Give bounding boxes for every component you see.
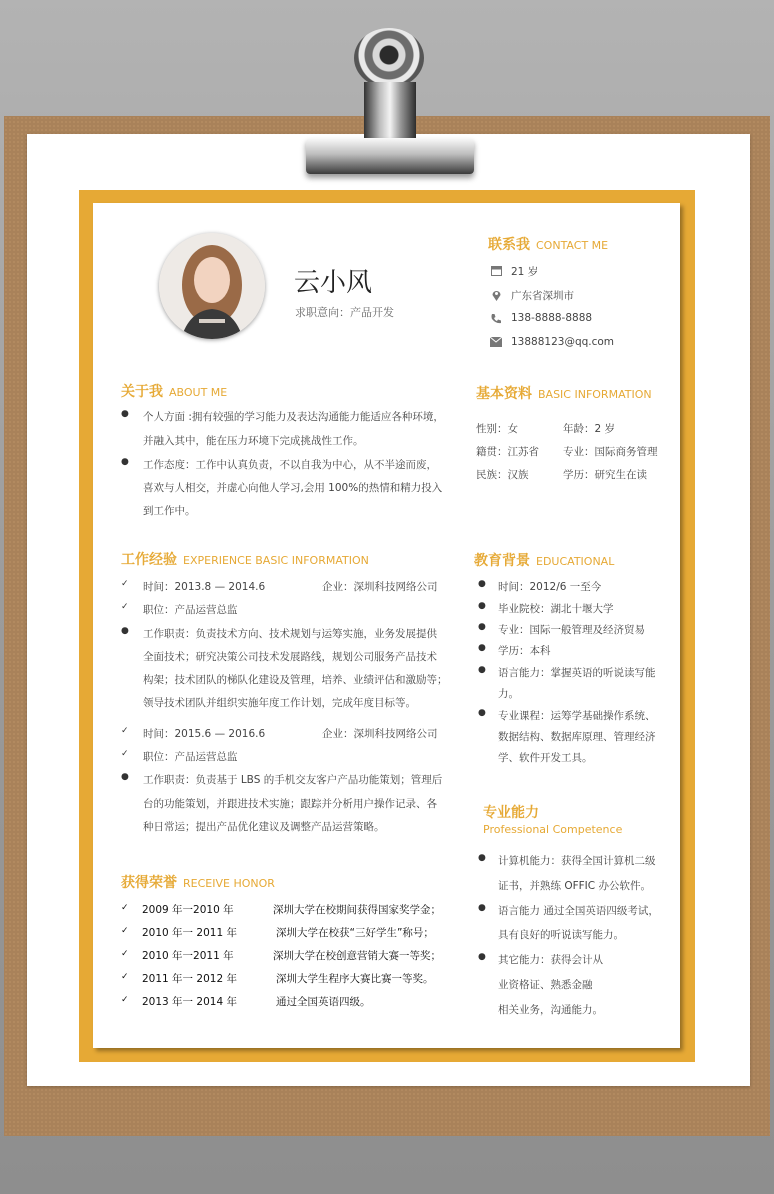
honor-desc: 通过全国英语四级。 bbox=[276, 996, 371, 1008]
experience-heading-en: EXPERIENCE BASIC INFORMATION bbox=[183, 554, 369, 567]
location-pin-icon bbox=[490, 289, 502, 301]
about-heading bbox=[121, 381, 227, 401]
education-line: 专业课程：运筹学基础操作系统、 bbox=[498, 710, 656, 722]
skills-line: 其它能力：获得会计从 bbox=[498, 954, 603, 966]
education-heading bbox=[474, 550, 614, 570]
bullet-icon: ● bbox=[478, 708, 486, 718]
honor-period: 2010 年一 2011 年 bbox=[142, 927, 237, 939]
basic-major: 专业：国际商务管理 bbox=[563, 446, 658, 458]
about-line: 工作态度：工作中认真负责，不以自我为中心，从不半途而废， bbox=[143, 459, 437, 471]
basic-degree: 学历：研究生在读 bbox=[563, 469, 647, 481]
check-icon: ✓ bbox=[121, 972, 129, 982]
skills-line: 语言能力 通过全国英语四级考试， bbox=[498, 905, 659, 917]
education-line: 数据结构、数据库原理、管理经济 bbox=[498, 731, 656, 743]
basic-heading-cn: 基本资料 bbox=[476, 386, 532, 402]
bullet-icon: ● bbox=[478, 622, 486, 632]
about-heading-cn: 关于我 bbox=[121, 384, 163, 400]
experience-line: 工作职责：负责技术方向、技术规划与运筹实施，业务发展提供 bbox=[143, 628, 437, 640]
education-line: 时间：2012/6 一至今 bbox=[498, 581, 602, 593]
contact-location: 广东省深圳市 bbox=[511, 290, 574, 302]
contact-heading-en: CONTACT ME bbox=[536, 239, 609, 252]
experience-line: 职位：产品运营总监 bbox=[143, 751, 238, 763]
about-line: 并融入其中，能在压力环境下完成挑战性工作。 bbox=[143, 435, 364, 447]
experience-company: 企业：深圳科技网络公司 bbox=[322, 581, 438, 593]
honor-period: 2011 年一 2012 年 bbox=[142, 973, 237, 985]
education-heading-en: EDUCATIONAL bbox=[536, 555, 615, 568]
check-icon: ✓ bbox=[121, 579, 129, 589]
candidate-name: 云小风 bbox=[294, 268, 373, 298]
experience-heading-cn: 工作经验 bbox=[121, 552, 177, 568]
basic-heading-en: BASIC INFORMATION bbox=[538, 388, 652, 401]
binder-clip-ring-icon bbox=[354, 28, 424, 88]
honor-desc: 深圳大学在校获“三好学生”称号； bbox=[276, 927, 434, 939]
binder-clip-stem bbox=[364, 82, 416, 144]
education-line: 力。 bbox=[498, 688, 519, 700]
check-icon: ✓ bbox=[121, 749, 129, 759]
honors-heading-en: RECEIVE HONOR bbox=[183, 877, 275, 890]
basic-ethnicity: 民族：汉族 bbox=[476, 469, 529, 481]
check-icon: ✓ bbox=[121, 602, 129, 612]
contact-heading bbox=[488, 234, 608, 254]
bullet-icon: ● bbox=[478, 665, 486, 675]
honors-heading bbox=[121, 872, 275, 892]
experience-line: 职位：产品运营总监 bbox=[143, 604, 238, 616]
experience-line: 种日常运；提出产品优化建议及调整产品运营策略。 bbox=[143, 821, 385, 833]
bullet-icon: ● bbox=[478, 601, 486, 611]
contact-email: 13888123@qq.com bbox=[511, 336, 615, 348]
bullet-icon: ● bbox=[121, 457, 129, 467]
experience-heading bbox=[121, 549, 369, 569]
skills-line: 具有良好的听说读写能力。 bbox=[498, 929, 624, 941]
experience-line: 时间：2013.8 — 2014.6 bbox=[143, 581, 266, 593]
about-heading-en: ABOUT ME bbox=[169, 386, 228, 399]
basic-gender: 性别：女 bbox=[476, 423, 518, 435]
contact-heading-cn: 联系我 bbox=[488, 237, 530, 253]
experience-company: 企业：深圳科技网络公司 bbox=[322, 728, 438, 740]
education-line: 学历：本科 bbox=[498, 645, 551, 657]
experience-line: 台的功能策划，并跟进技术实施；跟踪并分析用户操作记录、各 bbox=[143, 798, 437, 810]
experience-line: 时间：2015.6 — 2016.6 bbox=[143, 728, 266, 740]
phone-icon bbox=[490, 313, 502, 325]
skills-heading-en: Professional Competence bbox=[483, 823, 623, 836]
experience-line: 构架；技术团队的梯队化建设及管理，培养、业绩评估和激励等； bbox=[143, 674, 448, 686]
bullet-icon: ● bbox=[121, 626, 129, 636]
skills-line: 计算机能力：获得全国计算机二级 bbox=[498, 855, 656, 867]
check-icon: ✓ bbox=[121, 949, 129, 959]
check-icon: ✓ bbox=[121, 995, 129, 1005]
experience-line: 领导技术团队并组织实施年度工作计划，完成年度目标等。 bbox=[143, 697, 416, 709]
education-heading-cn: 教育背景 bbox=[474, 553, 530, 569]
skills-line: 相关业务，沟通能力。 bbox=[498, 1004, 603, 1016]
basic-hometown: 籍贯：江苏省 bbox=[476, 446, 539, 458]
calendar-icon bbox=[490, 265, 502, 277]
contact-age: 21 岁 bbox=[511, 266, 539, 278]
skills-line: 业资格证、熟悉金融 bbox=[498, 979, 593, 991]
basic-age: 年龄：2 岁 bbox=[563, 423, 616, 435]
honor-desc: 深圳大学在校期间获得国家奖学金； bbox=[273, 904, 441, 916]
contact-phone: 138-8888-8888 bbox=[511, 312, 593, 324]
experience-line: 工作职责：负责基于 LBS 的手机交友客户产品功能策划；管理后 bbox=[143, 774, 443, 786]
profile-photo bbox=[159, 233, 265, 339]
education-line: 毕业院校：湖北十堰大学 bbox=[498, 603, 614, 615]
bullet-icon: ● bbox=[478, 579, 486, 589]
bullet-icon: ● bbox=[478, 952, 486, 962]
skills-line: 证书，并熟练 OFFIC 办公软件。 bbox=[498, 880, 651, 892]
check-icon: ✓ bbox=[121, 926, 129, 936]
about-line: 喜欢与人相交，并虚心向他人学习,会用 100%的热情和精力投入 bbox=[143, 482, 443, 494]
bullet-icon: ● bbox=[478, 643, 486, 653]
envelope-icon bbox=[490, 337, 502, 349]
binder-clip-icon bbox=[306, 138, 474, 174]
about-line: 个人方面 :拥有较强的学习能力及表达沟通能力能适应各种环境， bbox=[143, 411, 444, 423]
bullet-icon: ● bbox=[478, 903, 486, 913]
honor-period: 2009 年一2010 年 bbox=[142, 904, 234, 916]
bullet-icon: ● bbox=[478, 853, 486, 863]
about-line: 到工作中。 bbox=[143, 505, 196, 517]
honors-heading-cn: 获得荣誉 bbox=[121, 875, 177, 891]
skills-heading-cn: 专业能力 bbox=[483, 805, 539, 821]
honor-period: 2010 年一2011 年 bbox=[142, 950, 234, 962]
check-icon: ✓ bbox=[121, 903, 129, 913]
education-line: 专业：国际一般管理及经济贸易 bbox=[498, 624, 645, 636]
education-line: 语言能力：掌握英语的听说读写能 bbox=[498, 667, 656, 679]
basic-heading bbox=[476, 383, 652, 403]
education-line: 学、软件开发工具。 bbox=[498, 752, 593, 764]
honor-desc: 深圳大学生程序大赛比赛一等奖。 bbox=[276, 973, 434, 985]
honor-desc: 深圳大学在校创意营销大赛一等奖； bbox=[273, 950, 441, 962]
check-icon: ✓ bbox=[121, 726, 129, 736]
bullet-icon: ● bbox=[121, 409, 129, 419]
job-objective: 求职意向：产品开发 bbox=[295, 306, 394, 319]
experience-line: 全面技术；研究决策公司技术发展路线，规划公司服务产品技术 bbox=[143, 651, 437, 663]
bullet-icon: ● bbox=[121, 772, 129, 782]
honor-period: 2013 年一 2014 年 bbox=[142, 996, 237, 1008]
